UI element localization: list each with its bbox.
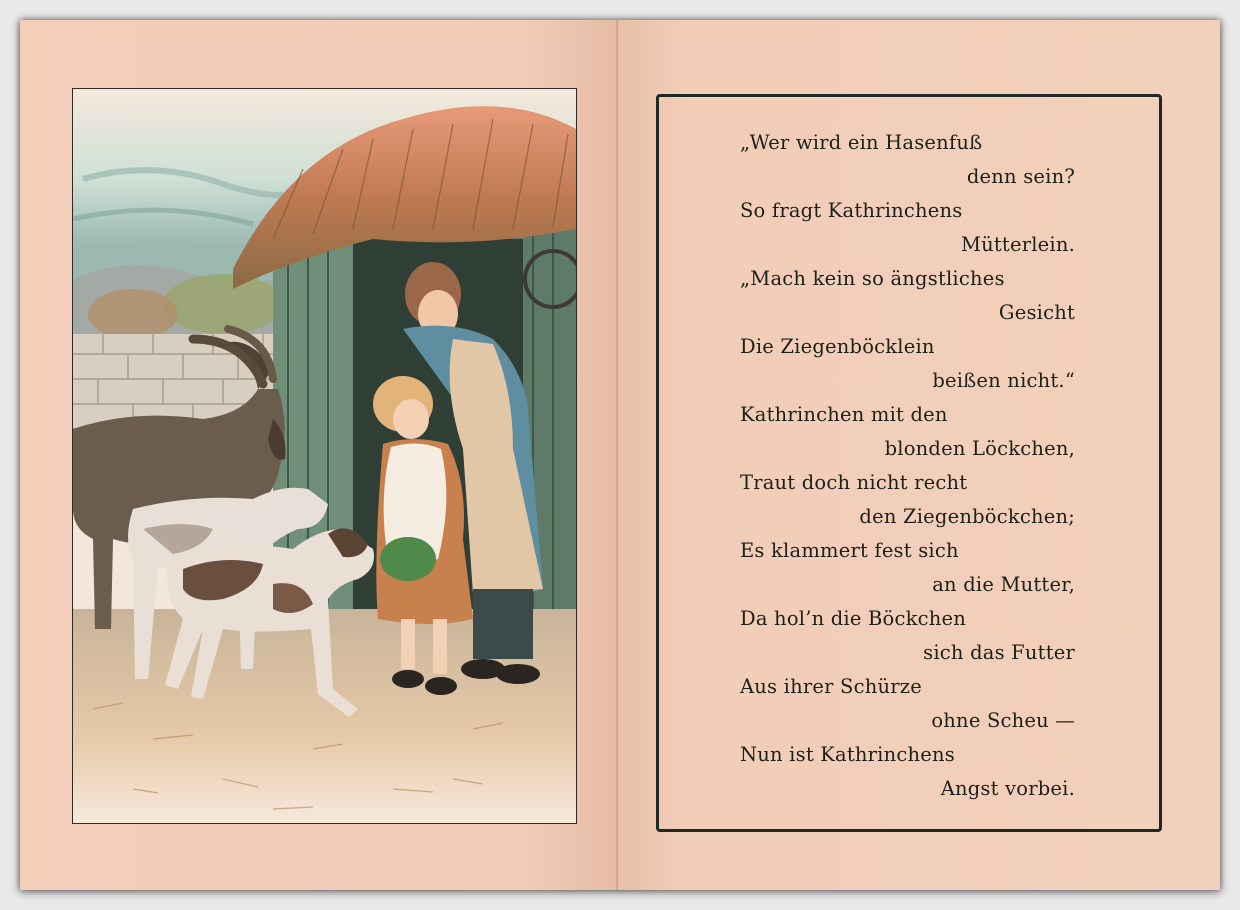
poem-frame: [656, 94, 1162, 832]
poem-line: Gesicht: [998, 301, 1075, 324]
poem-line: Die Ziegenböcklein: [740, 335, 935, 358]
left-page: [20, 20, 618, 890]
poem-line: an die Mutter,: [932, 573, 1075, 596]
poem-line: Kathrinchen mit den: [740, 403, 948, 426]
poem-line: beißen nicht.“: [932, 369, 1075, 392]
poem-line: Aus ihrer Schürze: [740, 675, 922, 698]
poem-line: sich das Futter: [923, 641, 1075, 664]
poem-line: „Wer wird ein Hasenfuß: [740, 131, 983, 154]
right-page: [618, 20, 1220, 890]
illustration-frame: [72, 88, 577, 824]
poem-line: blonden Löckchen,: [884, 437, 1075, 460]
goats-illustration: [73, 89, 576, 823]
poem-verse: [659, 97, 1159, 829]
poem-line: „Mach kein so ängstliches: [740, 267, 1005, 290]
poem-line: ohne Scheu —: [931, 709, 1075, 732]
poem-line: den Ziegenböckchen;: [859, 505, 1075, 528]
open-book: [20, 20, 1220, 890]
poem-line: denn sein?: [966, 165, 1075, 188]
poem-line: Da hol’n die Böckchen: [740, 607, 966, 630]
poem-line: Mütterlein.: [960, 233, 1075, 256]
poem-line: Traut doch nicht recht: [740, 471, 968, 494]
poem-line: Angst vorbei.: [940, 777, 1075, 800]
poem-line: Nun ist Kathrinchens: [740, 743, 955, 766]
poem-line: Es klammert fest sich: [740, 539, 959, 562]
poem-line: So fragt Kathrinchens: [740, 199, 963, 222]
